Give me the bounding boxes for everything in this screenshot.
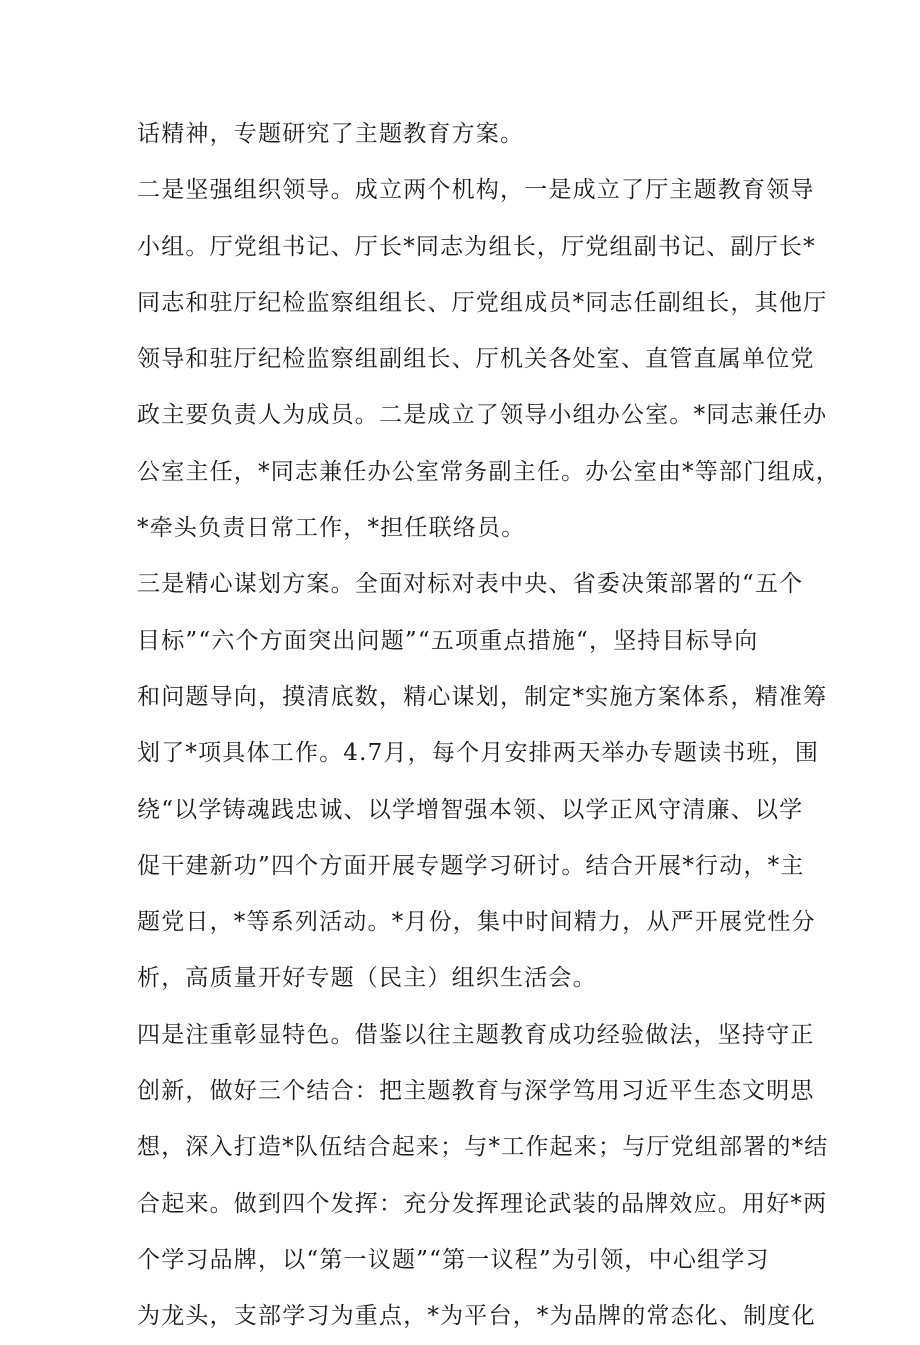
- document-body: [137, 106, 840, 1345]
- text-line: 公室主任，*同志兼任办公室常务副主任。办公室由*等部门组成，: [137, 458, 840, 485]
- text-line: 创新，做好三个结合：把主题教育与深学笃用习近平生态文明思: [137, 1078, 815, 1105]
- text-line: 四是注重彰显特色。借鉴以往主题教育成功经验做法，坚持守正: [137, 1021, 815, 1048]
- text-line: 小组。厅党组书记、厅长*同志为组长，厅党组副书记、副厅长*: [137, 233, 816, 260]
- text-line: 政主要负责人为成员。二是成立了领导小组办公室。*同志兼任办: [137, 402, 828, 429]
- text-line: 目标”“六个方面突出问题”“五项重点措施“，坚持目标导向: [137, 627, 759, 654]
- text-line: 二是坚强组织领导。成立两个机构，一是成立了厅主题教育领导: [137, 177, 815, 204]
- text-line: 为龙头，支部学习为重点，*为平台，*为品牌的常态化、制度化: [137, 1303, 816, 1330]
- text-line: 题党日，*等系列活动。*月份，集中时间精力，从严开展党性分: [137, 909, 816, 936]
- text-line: 划了*项具体工作。4.7月，每个月安排两天举办专题读书班，围: [137, 740, 820, 767]
- text-line: 析，高质量开好专题（民主）组织生活会。: [137, 965, 597, 992]
- text-line: 领导和驻厅纪检监察组副组长、厅机关各处室、直管直属单位党: [137, 346, 815, 373]
- text-line: 想，深入打造*队伍结合起来；与*工作起来；与厅党组部署的*结: [137, 1134, 829, 1161]
- text-line: 合起来。做到四个发挥：充分发挥理论武装的品牌效应。用好*两: [137, 1190, 828, 1217]
- text-line: 三是精心谋划方案。全面对标对表中央、省委决策部署的“五个: [137, 571, 804, 598]
- text-line: 同志和驻厅纪检监察组组长、厅党组成员*同志任副组长，其他厅: [137, 289, 828, 316]
- text-line: 促干建新功”四个方面开展专题学习研讨。结合开展*行动，*主: [137, 852, 805, 879]
- text-line: *牵头负责日常工作，*担任联络员。: [137, 515, 526, 542]
- text-line: 个学习品牌，以“第一议题”“第一议程”为引领，中心组学习: [137, 1246, 770, 1273]
- text-line: 绕“以学铸魂践忠诚、以学增智强本领、以学正风守清廉、以学: [137, 796, 804, 823]
- text-line: 话精神，专题研究了主题教育方案。: [137, 121, 525, 147]
- text-line: 和问题导向，摸清底数，精心谋划，制定*实施方案体系，精准筹: [137, 683, 828, 710]
